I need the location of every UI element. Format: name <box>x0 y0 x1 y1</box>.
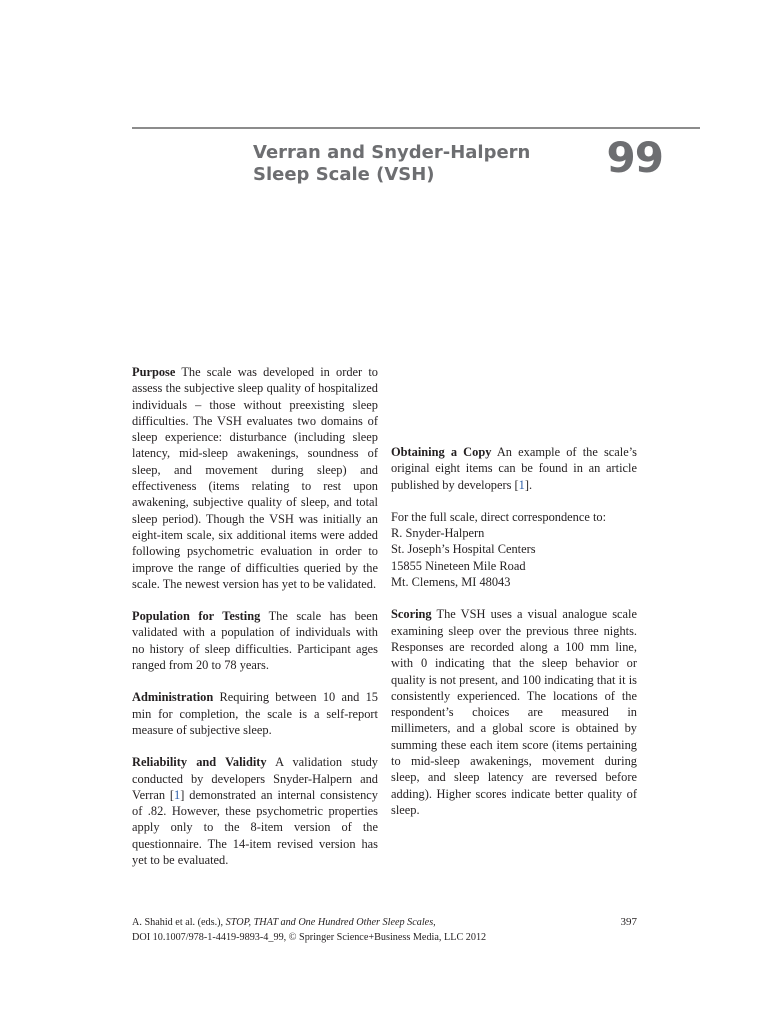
scoring-text: The VSH uses a visual analogue scale examining sleep over the previous three nights. Responses are recorded along a 100 mm line, with 0 indicating that the sleep behavior or quality is not present, and 100 indicating that it is consistently experienced. The locations of the respondent’s choices are measured in millimeters, and a global score is obtained by summing these each item score (items pertaining to mid-sleep awakenings, movement during sleep, and sleep latency are reversed before adding). Higher scores indicate better quality of sleep. <box>391 607 637 817</box>
header-rule <box>132 127 700 129</box>
reliability-paragraph <box>132 754 378 868</box>
administration-heading: Administration <box>132 690 214 705</box>
left-column <box>132 364 378 884</box>
address-line: St. Joseph’s Hospital Centers <box>391 542 536 557</box>
reference-link[interactable]: 1 <box>518 477 525 492</box>
reliability-text-continued: ] demonstrated an internal consistency of .82. However, these psychometric properties apply only to the 8-item version of the questionnaire. The 14-item revised version has yet to be evaluated. <box>132 787 378 868</box>
obtaining-heading: Obtaining a Copy <box>391 445 492 459</box>
scoring-paragraph <box>391 606 637 818</box>
population-heading: Population for Testing <box>132 609 261 624</box>
purpose-heading: Purpose <box>132 365 176 379</box>
page-number: 397 <box>620 916 637 928</box>
citation-prefix: A. Shahid et al. (eds.), <box>132 917 226 928</box>
reliability-heading: Reliability and Validity <box>132 755 267 770</box>
purpose-text: The scale was developed in order to assess the subjective sleep quality of hospitalized individuals – those without preexisting sleep difficulties. The VSH evaluates two domains of sleep experience: disturbance (including sleep latency, mid-sleep awakenings, soundness of sleep, and movement during sleep) and effectiveness (items relating to rest upon awakening, subjective quality of sleep, and total sleep period). Though the VSH was initially an eight-item scale, six additional items were added following psychometric evaluation in order to improve the range of difficulties queried by the scale. The newest version has yet to be validated. <box>132 365 378 591</box>
chapter-number: 99 <box>606 133 663 182</box>
chapter-title: Verran and Snyder-Halpern Sleep Scale (VSH) <box>253 142 531 185</box>
population-paragraph <box>132 608 378 673</box>
address-line: Mt. Clemens, MI 48043 <box>391 575 511 590</box>
administration-paragraph <box>132 689 378 738</box>
right-column-content <box>391 444 637 834</box>
obtaining-paragraph <box>391 444 637 493</box>
reliability-text: A validation study conducted by developers Snyder-Halpern and Verran [ <box>132 755 378 802</box>
correspondence-intro: For the full scale, direct correspondence to: <box>391 509 607 524</box>
address-line: 15855 Nineteen Mile Road <box>391 558 526 573</box>
scoring-heading: Scoring <box>391 607 432 622</box>
book-title: STOP, THAT and One Hundred Other Sleep Scales, <box>225 917 436 928</box>
population-text: The scale has been validated with a population of individuals with no history of sleep difficulties. Participant ages ranged from 20 to 78 years. <box>132 609 378 673</box>
obtaining-text-end: ]. <box>524 477 533 492</box>
obtaining-text: An example of the scale’s original eight items can be found in an article published by developers [ <box>391 445 637 492</box>
administration-text: Requiring between 10 and 15 min for completion, the scale is a self-report measure of subjective sleep. <box>132 690 378 737</box>
citation-line <box>132 915 637 930</box>
doi-line: DOI 10.1007/978-1-4419-9893-4_99, © Springer Science+Business Media, LLC 2012 <box>132 932 487 943</box>
correspondence-block <box>391 509 637 590</box>
purpose-paragraph <box>132 364 378 592</box>
address-line: R. Snyder-Halpern <box>391 526 485 541</box>
reference-link[interactable]: 1 <box>174 787 181 802</box>
footer <box>132 915 637 945</box>
